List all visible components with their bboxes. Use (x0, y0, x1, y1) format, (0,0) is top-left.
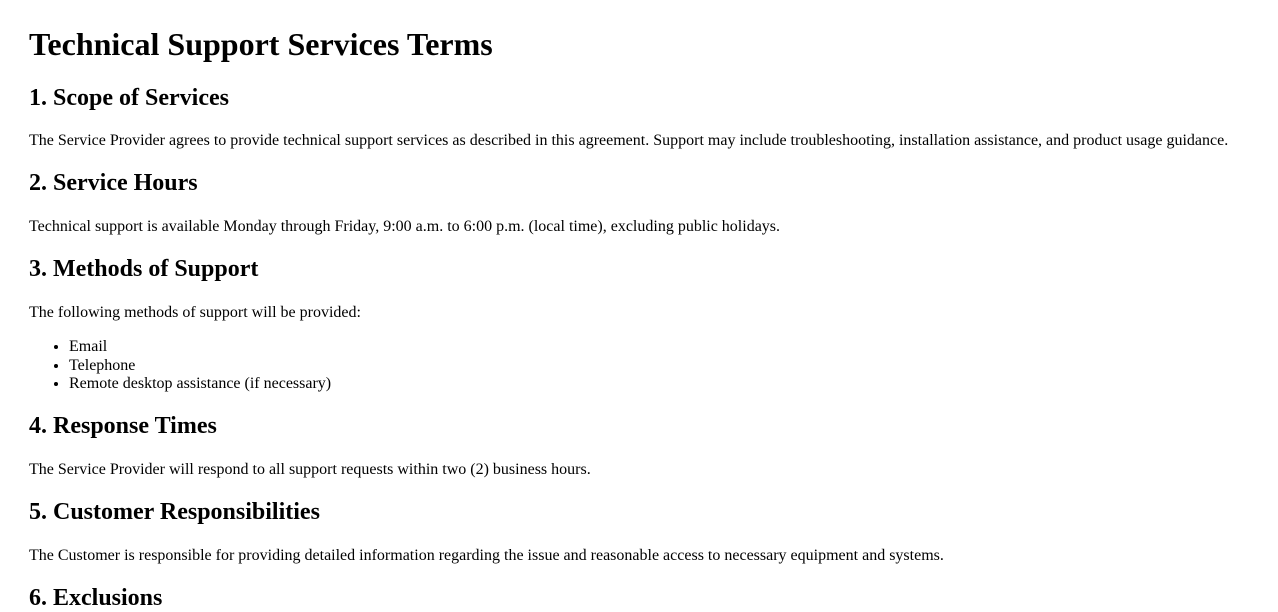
section-body: The Service Provider agrees to provide technical support services as described in this agreement. Support may include troubleshooting, installation assistance, and product usage guidance. (29, 132, 1229, 150)
section-heading: 1. Scope of Services (29, 84, 229, 111)
section-body: The Customer is responsible for providing detailed information regarding the issue and reasonable access to necessary equipment and systems. (29, 546, 944, 564)
section-exclusions (29, 585, 1262, 612)
support-methods-list (29, 338, 1262, 393)
section-heading: 4. Response Times (29, 413, 217, 440)
section-heading: 6. Exclusions (29, 584, 163, 611)
list-item: • Remote desktop assistance (if necessary) (69, 375, 1262, 393)
section-customer-responsibilities (29, 499, 1262, 565)
section-scope-of-services (29, 85, 1262, 151)
section-heading: 5. Customer Responsibilities (29, 499, 320, 526)
list-item: • Email (69, 338, 1262, 356)
section-service-hours (29, 170, 1262, 236)
section-methods-of-support (29, 256, 1262, 393)
list-item: • Telephone (69, 357, 1262, 375)
section-body: The Service Provider will respond to all support requests within two (2) business hours. (29, 460, 591, 478)
section-body: Technical support is available Monday through Friday, 9:00 a.m. to 6:00 p.m. (local time), excluding public holidays. (29, 217, 781, 235)
section-body: The following methods of support will be provided: (29, 303, 361, 321)
section-response-times (29, 413, 1262, 479)
document-title: Technical Support Services Terms (29, 26, 493, 63)
section-heading: 3. Methods of Support (29, 256, 259, 283)
section-heading: 2. Service Hours (29, 170, 198, 197)
